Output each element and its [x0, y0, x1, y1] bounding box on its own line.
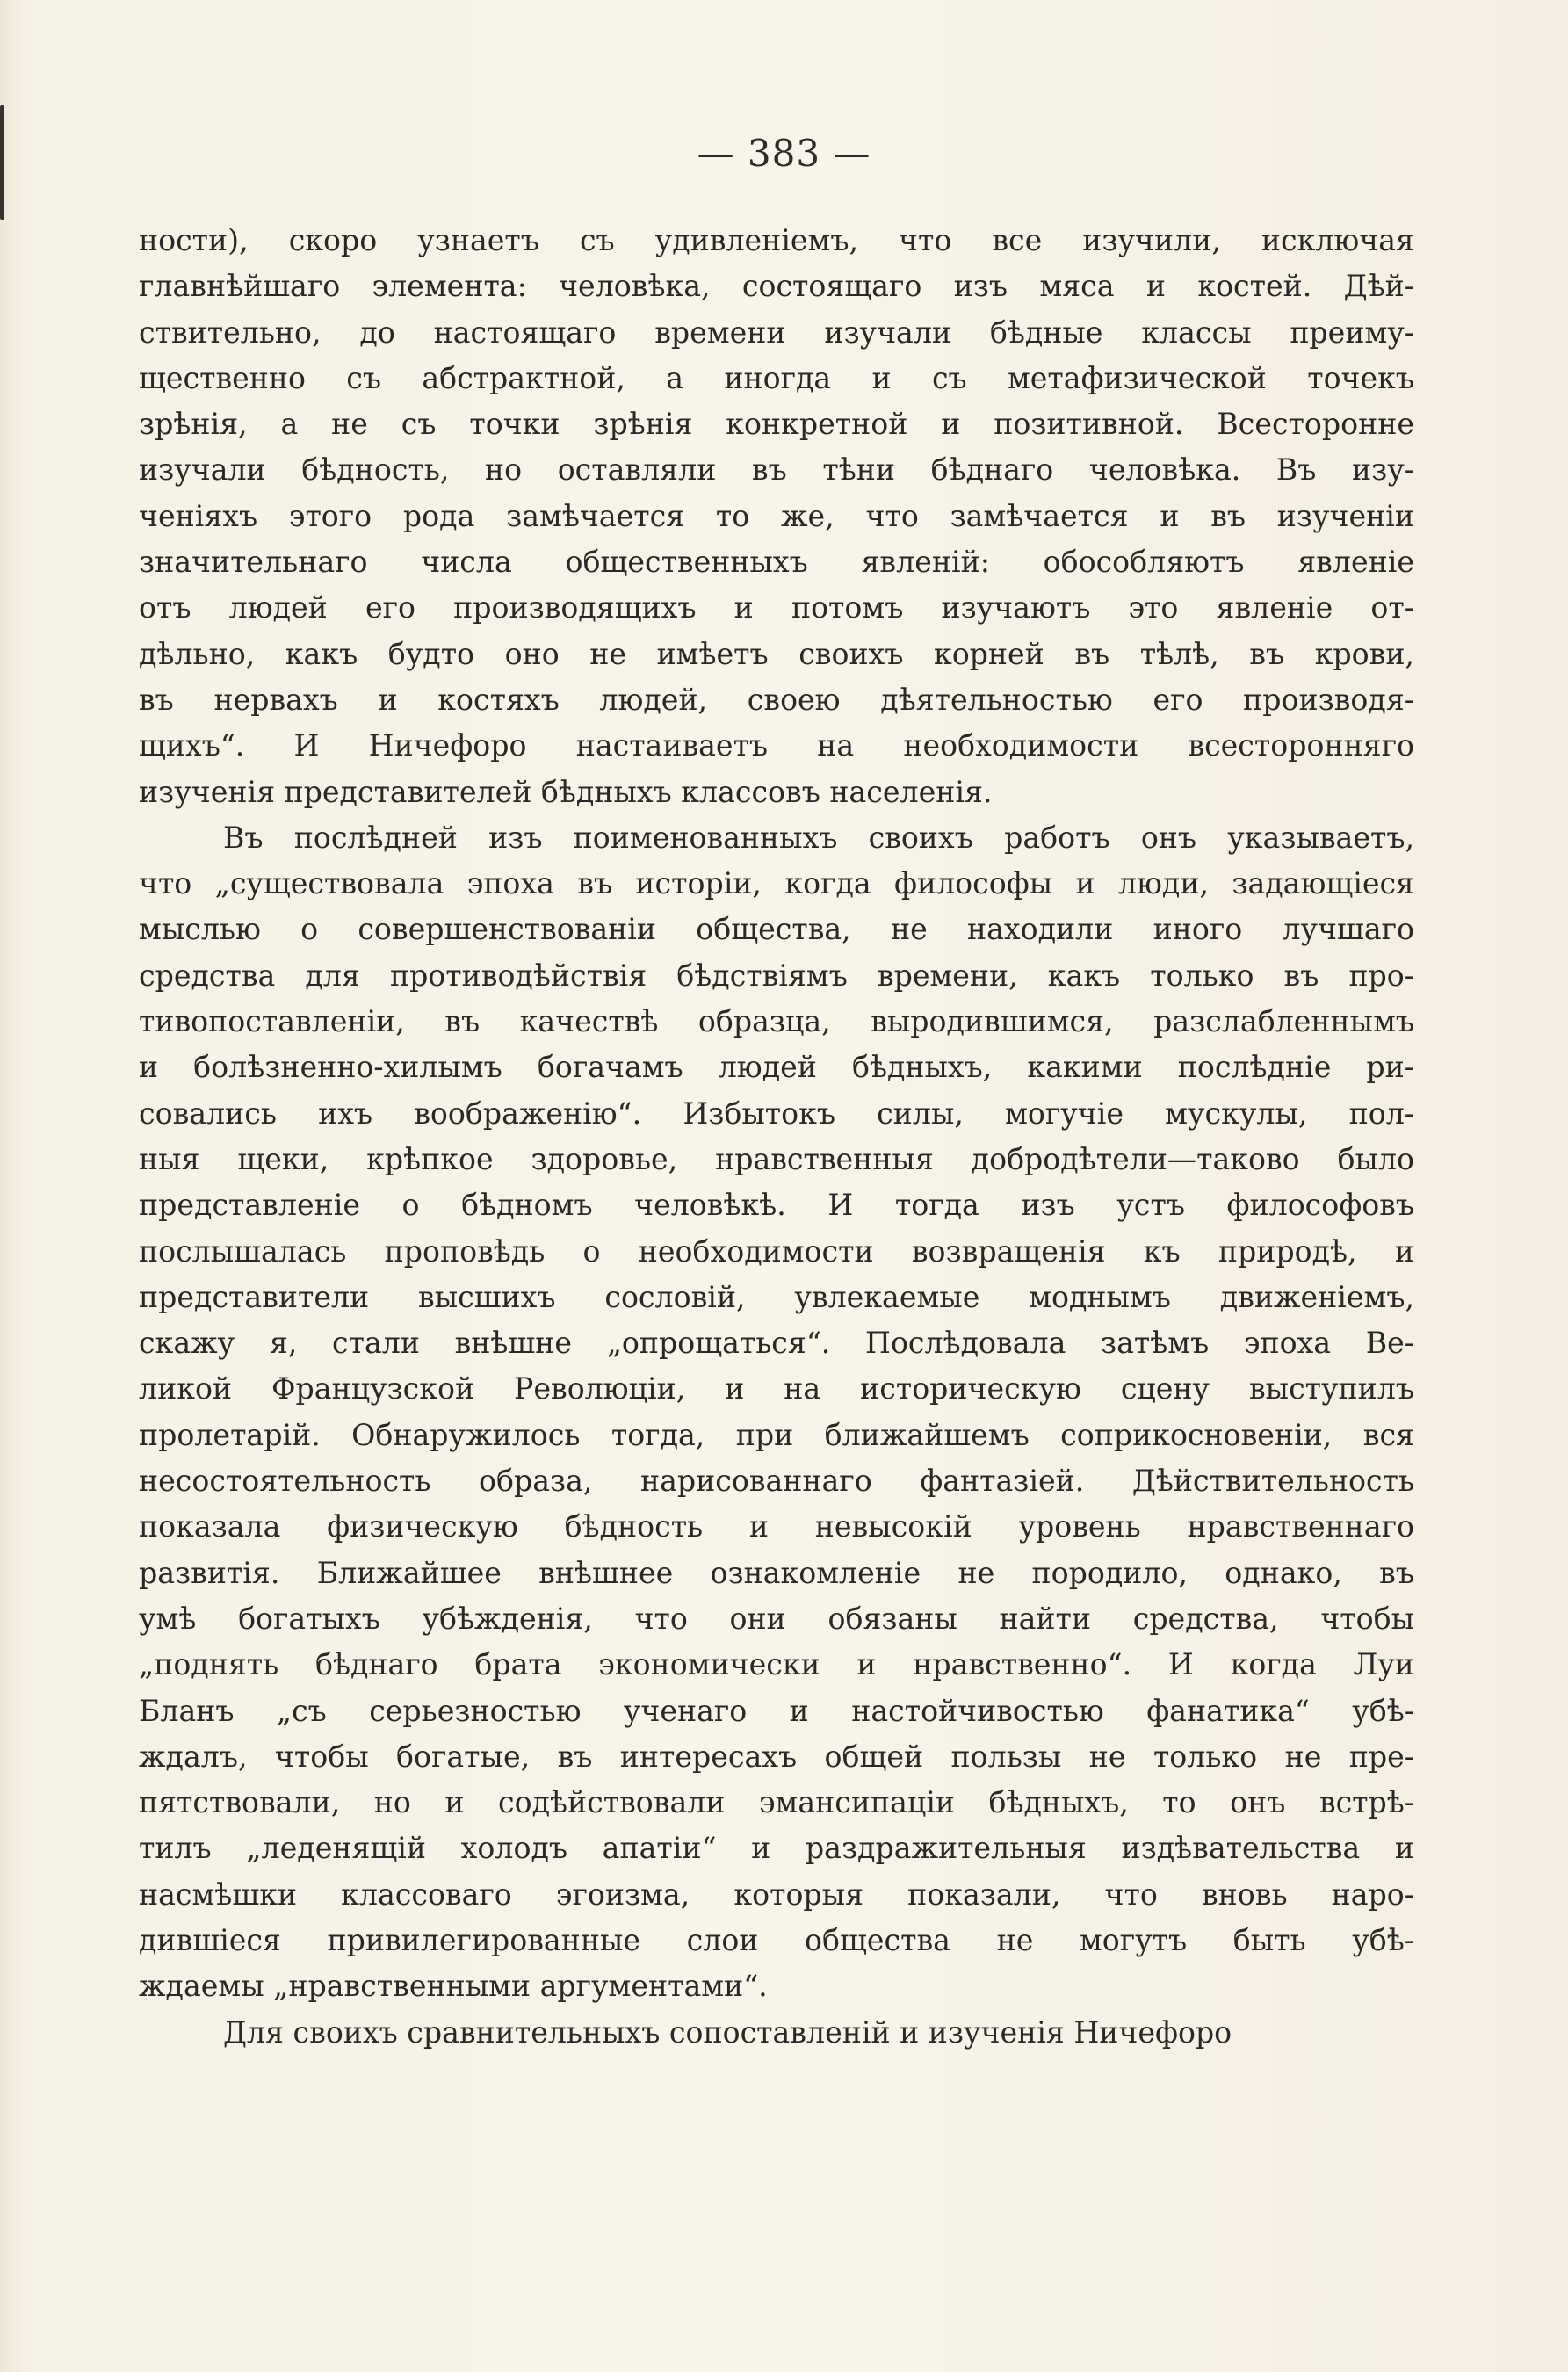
- text-line: дѣльно, какъ будто оно не имѣетъ своихъ корней въ тѣлѣ, въ крови,: [139, 636, 1414, 671]
- text-line: развитія. Ближайшее внѣшнее ознакомленіе не породило, однако, въ: [139, 1555, 1414, 1590]
- text-line: Бланъ „съ серьезностью ученаго и настойчивостью фанатика“ убѣ-: [139, 1693, 1414, 1728]
- paragraph-end-line: изученія представителей бѣдныхъ классовъ населенія.: [139, 774, 993, 809]
- text-line: „поднять бѣднаго брата экономически и нравственно“. И когда Луи: [139, 1647, 1414, 1682]
- text-line: что „существовала эпоха въ исторіи, когда философы и люди, задающіеся: [139, 866, 1414, 901]
- text-line: представители высшихъ сословій, увлекаемые моднымъ движеніемъ,: [139, 1279, 1414, 1314]
- text-line: насмѣшки классоваго эгоизма, которыя показали, что вновь наро-: [139, 1877, 1414, 1912]
- text-line: ныя щеки, крѣпкое здоровье, нравственныя добродѣтели—таково было: [139, 1141, 1414, 1176]
- text-line: изучали бѣдность, но оставляли въ тѣни бѣднаго человѣка. Въ изу-: [139, 452, 1414, 488]
- text-line: ждалъ, чтобы богатые, въ интересахъ общей пользы не только не пре-: [139, 1739, 1414, 1774]
- text-line: отъ людей его производящихъ и потомъ изучаютъ это явленіе от-: [139, 590, 1414, 626]
- text-line: совались ихъ воображенію“. Избытокъ силы, могучіе мускулы, пол-: [139, 1096, 1414, 1131]
- paragraph-start-line: Для своихъ сравнительныхъ сопоставленій и изученія Ничефоро: [223, 2014, 1232, 2050]
- paragraph-start-line: Въ послѣдней изъ поименованныхъ своихъ работъ онъ указываетъ,: [223, 820, 1414, 855]
- text-line: послышалась проповѣдь о необходимости возвращенія къ природѣ, и: [139, 1233, 1414, 1269]
- text-line: дившіеся привилегированные слои общества не могутъ быть убѣ-: [139, 1922, 1414, 1957]
- text-line: пятствовали, но и содѣйствовали эмансипаціи бѣдныхъ, то онъ встрѣ-: [139, 1785, 1414, 1820]
- text-line: главнѣйшаго элемента: человѣка, состоящаго изъ мяса и костей. Дѣй-: [139, 269, 1414, 304]
- text-line: значительнаго числа общественныхъ явленій: обособляютъ явленіе: [139, 545, 1414, 580]
- text-line: щественно съ абстрактной, а иногда и съ метафизической точекъ: [139, 360, 1414, 395]
- text-line: ликой Французской Революціи, и на историческую сцену выступилъ: [139, 1371, 1414, 1407]
- body-text: [139, 218, 1414, 2056]
- text-line: щихъ“. И Ничефоро настаиваетъ на необходимости всесторонняго: [139, 728, 1414, 763]
- text-line: ченіяхъ этого рода замѣчается то же, что замѣчается и въ изученіи: [139, 498, 1414, 533]
- text-line: представленіе о бѣдномъ человѣкѣ. И тогда изъ устъ философовъ: [139, 1188, 1414, 1223]
- text-line: показала физическую бѣдность и невысокій уровень нравственнаго: [139, 1509, 1414, 1544]
- text-line: въ нервахъ и костяхъ людей, своею дѣятельностью его производя-: [139, 682, 1414, 717]
- paragraph-end-line: ждаемы „нравственными аргументами“.: [139, 1969, 768, 2004]
- text-line: мыслью о совершенствованіи общества, не находили иного лучшаго: [139, 912, 1414, 947]
- text-line: средства для противодѣйствія бѣдствіямъ времени, какъ только въ про-: [139, 958, 1414, 993]
- text-line: несостоятельность образа, нарисованнаго фантазіей. Дѣйствительность: [139, 1464, 1414, 1499]
- text-line: и болѣзненно-хилымъ богачамъ людей бѣдныхъ, какими послѣдніе ри-: [139, 1050, 1414, 1085]
- text-line: ности), скоро узнаетъ съ удивленіемъ, что все изучили, исключая: [139, 223, 1414, 257]
- text-line: ствительно, до настоящаго времени изучали бѣдные классы преиму-: [139, 315, 1414, 350]
- page-number: — 383 —: [697, 132, 871, 175]
- text-line: тивопоставленіи, въ качествѣ образца, выродившимся, разслабленнымъ: [139, 1004, 1414, 1039]
- text-line: тилъ „леденящій холодъ апатіи“ и раздражительныя издѣвательства и: [139, 1831, 1414, 1866]
- text-line: умѣ богатыхъ убѣжденія, что они обязаны найти средства, чтобы: [139, 1601, 1414, 1636]
- text-line: скажу я, стали внѣшне „опрощаться“. Послѣдовала затѣмъ эпоха Ве-: [139, 1326, 1414, 1361]
- text-line: зрѣнія, а не съ точки зрѣнія конкретной и позитивной. Всесторонне: [139, 407, 1414, 442]
- text-line: пролетарій. Обнаружилось тогда, при ближайшемъ соприкосновеніи, вся: [139, 1417, 1414, 1452]
